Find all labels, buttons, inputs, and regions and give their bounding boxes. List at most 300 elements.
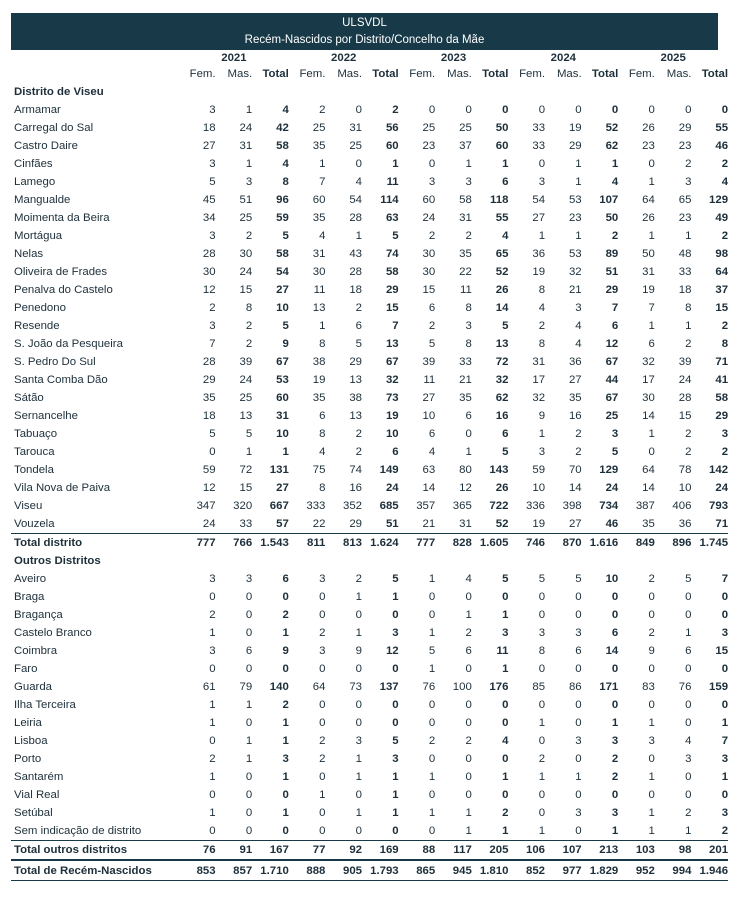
- value-cell: 143: [489, 464, 509, 476]
- value-cell: 12: [202, 284, 216, 296]
- value-cell: 1: [611, 825, 619, 837]
- value-cell: 1: [355, 230, 362, 242]
- value-cell: 0: [428, 789, 436, 801]
- value-cell: 1: [538, 825, 546, 837]
- value-cell: 1: [648, 717, 655, 729]
- value-cell: 1: [648, 807, 655, 819]
- value-cell: 30: [422, 266, 436, 278]
- value-cell: 58: [459, 194, 472, 206]
- table-row: [11, 696, 728, 714]
- value-cell: 1: [209, 771, 216, 783]
- value-cell: 5: [685, 573, 692, 585]
- section-total-row: [11, 534, 728, 553]
- value-cell: 0: [502, 104, 509, 116]
- value-cell: 3: [721, 627, 729, 639]
- value-cell: 4: [575, 320, 582, 332]
- value-cell: 3: [319, 573, 326, 585]
- value-cell: 0: [502, 717, 509, 729]
- value-cell: 0: [465, 717, 472, 729]
- value-cell: 0: [245, 789, 253, 801]
- value-cell: 2: [428, 320, 436, 332]
- value-cell: 28: [678, 392, 692, 404]
- value-cell: 2: [721, 320, 729, 332]
- value-cell: 0: [648, 446, 655, 458]
- value-cell: 9: [648, 645, 655, 657]
- value-cell: 9: [282, 645, 289, 657]
- value-cell: 50: [605, 212, 619, 224]
- value-cell: 36: [568, 356, 582, 368]
- column-header: Total: [372, 68, 399, 80]
- value-cell: 96: [276, 194, 289, 206]
- value-cell: 24: [239, 266, 253, 278]
- value-cell: 21: [422, 518, 436, 530]
- table-row-label: Cinfães: [14, 158, 53, 170]
- value-cell: 1: [575, 230, 582, 242]
- value-cell: 3: [648, 735, 655, 747]
- value-cell: 0: [685, 789, 692, 801]
- value-cell: 19: [568, 122, 582, 134]
- value-cell: 35: [312, 392, 326, 404]
- value-cell: 60: [385, 140, 399, 152]
- value-cell: 28: [202, 248, 216, 260]
- value-cell: 4: [575, 338, 582, 350]
- value-cell: 13: [312, 302, 326, 314]
- value-cell: 406: [672, 500, 692, 512]
- value-cell: 3: [465, 320, 472, 332]
- value-cell: 24: [715, 482, 729, 494]
- value-cell: 71: [715, 356, 729, 368]
- value-cell: 169: [362, 841, 399, 861]
- column-header: Total: [262, 68, 289, 80]
- value-cell: 777: [399, 534, 436, 553]
- value-cell: 1: [355, 807, 362, 819]
- value-cell: 29: [349, 518, 362, 530]
- value-cell: 58: [715, 392, 729, 404]
- value-cell: 11: [496, 645, 509, 657]
- value-cell: 59: [202, 464, 216, 476]
- value-cell: 38: [312, 356, 326, 368]
- table-row-label: Tabuaço: [14, 428, 58, 440]
- value-cell: 4: [502, 735, 509, 747]
- value-cell: 26: [642, 212, 655, 224]
- value-cell: 213: [582, 841, 619, 861]
- value-cell: 2: [538, 753, 546, 765]
- value-cell: 15: [422, 284, 436, 296]
- value-cell: 352: [342, 500, 362, 512]
- table-row: [11, 768, 728, 786]
- value-cell: 140: [269, 681, 289, 693]
- value-cell: 2: [502, 807, 509, 819]
- value-cell: 107: [599, 194, 619, 206]
- value-cell: 2: [355, 302, 362, 314]
- section-total-row-label: Total distrito: [11, 534, 179, 553]
- value-cell: 0: [685, 609, 692, 621]
- value-cell: 103: [618, 841, 655, 861]
- value-cell: 0: [611, 609, 619, 621]
- value-cell: 2: [611, 771, 619, 783]
- value-cell: 10: [678, 482, 692, 494]
- value-cell: 1.745: [691, 534, 728, 553]
- value-cell: 4: [319, 230, 326, 242]
- value-cell: 159: [709, 681, 729, 693]
- value-cell: 0: [502, 789, 509, 801]
- table-row-label: Guarda: [14, 681, 52, 693]
- column-header: Total: [482, 68, 509, 80]
- value-cell: 1: [282, 735, 289, 747]
- value-cell: 0: [538, 663, 546, 675]
- value-cell: 9: [355, 645, 362, 657]
- value-cell: 74: [385, 248, 399, 260]
- value-cell: 6: [611, 627, 619, 639]
- value-cell: 62: [495, 392, 509, 404]
- grand-total-row-label: Total de Recém-Nascidos: [11, 860, 179, 881]
- value-cell: 9: [282, 338, 289, 350]
- value-cell: 0: [502, 753, 509, 765]
- births-table: [11, 50, 728, 881]
- value-cell: 21: [459, 374, 472, 386]
- value-cell: 117: [435, 841, 472, 861]
- table-row: [11, 245, 728, 263]
- table-row: [11, 281, 728, 299]
- value-cell: 10: [276, 302, 289, 314]
- value-cell: 13: [349, 374, 362, 386]
- value-cell: 357: [416, 500, 436, 512]
- value-cell: 13: [495, 338, 509, 350]
- value-cell: 8: [319, 482, 326, 494]
- value-cell: 2: [465, 230, 472, 242]
- value-cell: 1: [538, 230, 546, 242]
- value-cell: 12: [459, 482, 472, 494]
- value-cell: 12: [202, 482, 216, 494]
- value-cell: 1: [245, 735, 253, 747]
- value-cell: 9: [538, 410, 546, 422]
- value-cell: 14: [422, 482, 436, 494]
- value-cell: 5: [538, 573, 546, 585]
- table-row-label: Braga: [14, 591, 45, 603]
- value-cell: 35: [312, 212, 326, 224]
- value-cell: 2: [319, 104, 326, 116]
- table-row-label: Santarém: [14, 771, 64, 783]
- value-cell: 1: [428, 663, 436, 675]
- year-header: 2022: [331, 52, 357, 64]
- value-cell: 685: [379, 500, 399, 512]
- value-cell: 14: [568, 482, 582, 494]
- table-row-label: Tondela: [14, 464, 54, 476]
- value-cell: 2: [721, 158, 729, 170]
- value-cell: 11: [423, 374, 436, 386]
- value-cell: 5: [428, 645, 436, 657]
- table-row: [11, 155, 728, 173]
- value-cell: 26: [642, 122, 655, 134]
- value-cell: 1: [245, 158, 253, 170]
- column-header: Mas.: [666, 68, 692, 80]
- value-cell: 29: [202, 374, 216, 386]
- value-cell: 8: [465, 338, 472, 350]
- value-cell: 6: [575, 645, 582, 657]
- value-cell: 1: [392, 591, 399, 603]
- value-cell: 61: [202, 681, 216, 693]
- value-cell: 1.624: [362, 534, 399, 553]
- value-cell: 59: [276, 212, 289, 224]
- value-cell: 1: [685, 825, 692, 837]
- value-cell: 0: [648, 104, 655, 116]
- value-cell: 3: [355, 735, 362, 747]
- column-header: Fem.: [409, 68, 436, 80]
- value-cell: 0: [282, 789, 289, 801]
- value-cell: 0: [575, 825, 582, 837]
- value-cell: 722: [489, 500, 509, 512]
- value-cell: 0: [428, 717, 436, 729]
- value-cell: 2: [685, 338, 692, 350]
- table-row: [11, 588, 728, 606]
- value-cell: 2: [575, 428, 582, 440]
- value-cell: 0: [648, 609, 655, 621]
- value-cell: 37: [459, 140, 472, 152]
- value-cell: 176: [489, 681, 509, 693]
- table-row-label: Bragança: [14, 609, 63, 621]
- value-cell: 88: [399, 841, 436, 861]
- value-cell: 78: [678, 464, 692, 476]
- value-cell: 67: [605, 356, 619, 368]
- value-cell: 0: [355, 104, 362, 116]
- table-row-label: Santa Comba Dão: [14, 374, 108, 386]
- value-cell: 76: [422, 681, 436, 693]
- value-cell: 1: [575, 176, 582, 188]
- value-cell: 18: [678, 284, 692, 296]
- value-cell: 0: [685, 663, 692, 675]
- table-row: [11, 191, 728, 209]
- value-cell: 67: [605, 392, 619, 404]
- value-cell: 2: [209, 302, 216, 314]
- value-cell: 36: [678, 518, 692, 530]
- value-cell: 1: [209, 627, 216, 639]
- value-cell: 14: [642, 482, 655, 494]
- table-row: [11, 407, 728, 425]
- value-cell: 35: [459, 392, 472, 404]
- value-cell: 33: [459, 356, 472, 368]
- value-cell: 0: [209, 663, 216, 675]
- value-cell: 65: [678, 194, 692, 206]
- value-cell: 16: [349, 482, 362, 494]
- value-cell: 39: [422, 356, 436, 368]
- value-cell: 6: [392, 446, 399, 458]
- value-cell: 0: [428, 609, 436, 621]
- value-cell: 4: [611, 176, 619, 188]
- table-row: [11, 804, 728, 822]
- value-cell: 15: [239, 284, 253, 296]
- table-row: [11, 353, 728, 371]
- value-cell: 22: [312, 518, 326, 530]
- value-cell: 3: [685, 176, 692, 188]
- value-cell: 1: [502, 825, 509, 837]
- value-cell: 76: [179, 841, 216, 861]
- value-cell: 5: [282, 320, 289, 332]
- value-cell: 1: [648, 428, 655, 440]
- value-cell: 3: [245, 573, 253, 585]
- value-cell: 3: [538, 627, 546, 639]
- value-cell: 0: [611, 699, 619, 711]
- table-row-label: Castro Daire: [14, 140, 78, 152]
- table-row-label: Lamego: [14, 176, 56, 188]
- value-cell: 1: [465, 446, 472, 458]
- table-row: [11, 606, 728, 624]
- value-cell: 5: [575, 573, 582, 585]
- table-row: [11, 732, 728, 750]
- value-cell: 0: [611, 591, 619, 603]
- value-cell: 4: [721, 176, 729, 188]
- value-cell: 60: [422, 194, 436, 206]
- value-cell: 29: [605, 284, 619, 296]
- value-cell: 1: [465, 807, 472, 819]
- value-cell: 0: [209, 735, 216, 747]
- value-cell: 15: [239, 482, 253, 494]
- value-cell: 5: [282, 230, 289, 242]
- value-cell: 30: [312, 266, 326, 278]
- value-cell: 79: [239, 681, 253, 693]
- value-cell: 3: [611, 735, 619, 747]
- value-cell: 0: [465, 104, 472, 116]
- value-cell: 365: [452, 500, 472, 512]
- value-cell: 0: [319, 591, 326, 603]
- value-cell: 2: [428, 230, 436, 242]
- value-cell: 6: [319, 410, 326, 422]
- value-cell: 48: [678, 248, 692, 260]
- section-heading: [11, 552, 728, 570]
- value-cell: 13: [385, 338, 399, 350]
- value-cell: 1: [392, 807, 399, 819]
- value-cell: 58: [276, 140, 289, 152]
- value-cell: 0: [502, 699, 509, 711]
- value-cell: 3: [209, 230, 216, 242]
- value-cell: 2: [685, 807, 692, 819]
- value-cell: 1: [575, 771, 582, 783]
- value-cell: 0: [611, 663, 619, 675]
- table-row: [11, 624, 728, 642]
- value-cell: 50: [642, 248, 655, 260]
- value-cell: 29: [385, 284, 399, 296]
- value-cell: 0: [392, 717, 399, 729]
- value-cell: 8: [319, 428, 326, 440]
- section-heading-label: Outros Distritos: [14, 555, 101, 567]
- value-cell: 19: [532, 518, 546, 530]
- value-cell: 0: [538, 789, 546, 801]
- value-cell: 10: [605, 573, 619, 585]
- value-cell: 33: [239, 518, 253, 530]
- value-cell: 49: [715, 212, 729, 224]
- value-cell: 74: [349, 464, 362, 476]
- value-cell: 0: [282, 663, 289, 675]
- column-header: Mas.: [227, 68, 253, 80]
- value-cell: 1.605: [472, 534, 509, 553]
- value-cell: 2: [428, 735, 436, 747]
- value-cell: 24: [385, 482, 399, 494]
- value-cell: 10: [276, 428, 289, 440]
- value-cell: 1: [502, 771, 509, 783]
- section-total-row-label: Total outros distritos: [11, 841, 179, 861]
- value-cell: 51: [239, 194, 253, 206]
- value-cell: 1: [685, 627, 692, 639]
- value-cell: 11: [313, 284, 326, 296]
- table-row-label: Vila Nova de Paiva: [14, 482, 111, 494]
- value-cell: 888: [289, 860, 326, 881]
- value-cell: 25: [422, 122, 436, 134]
- value-cell: 2: [648, 627, 655, 639]
- value-cell: 3: [611, 428, 619, 440]
- value-cell: 1.793: [362, 860, 399, 881]
- value-cell: 6: [245, 645, 253, 657]
- value-cell: 14: [642, 410, 655, 422]
- value-cell: 29: [678, 122, 692, 134]
- value-cell: 31: [532, 356, 546, 368]
- value-cell: 8: [538, 338, 546, 350]
- table-row: [11, 515, 728, 534]
- value-cell: 0: [245, 609, 253, 621]
- value-cell: 2: [611, 753, 619, 765]
- value-cell: 2: [319, 735, 326, 747]
- value-cell: 0: [392, 825, 399, 837]
- value-cell: 35: [568, 392, 582, 404]
- value-cell: 0: [319, 771, 326, 783]
- value-cell: 1: [685, 230, 692, 242]
- table-row-label: Oliveira de Frades: [14, 266, 108, 278]
- value-cell: 3: [428, 176, 436, 188]
- value-cell: 3: [502, 627, 509, 639]
- value-cell: 1.946: [691, 860, 728, 881]
- table-row-label: Coimbra: [14, 645, 58, 657]
- year-header-row: [11, 50, 728, 66]
- value-cell: 39: [678, 356, 692, 368]
- value-cell: 3: [209, 320, 216, 332]
- value-cell: 852: [508, 860, 545, 881]
- value-cell: 38: [349, 392, 362, 404]
- value-cell: 6: [502, 428, 509, 440]
- value-cell: 129: [599, 464, 619, 476]
- value-cell: 31: [459, 518, 472, 530]
- value-cell: 1: [648, 771, 655, 783]
- value-cell: 0: [465, 789, 472, 801]
- value-cell: 0: [245, 591, 253, 603]
- value-cell: 0: [465, 699, 472, 711]
- value-cell: 16: [568, 410, 582, 422]
- value-cell: 1: [355, 771, 362, 783]
- value-cell: 55: [715, 122, 729, 134]
- value-cell: 1: [465, 825, 472, 837]
- value-cell: 25: [605, 410, 619, 422]
- value-cell: 896: [655, 534, 692, 553]
- value-cell: 23: [678, 140, 692, 152]
- table-row: [11, 479, 728, 497]
- value-cell: 54: [349, 194, 362, 206]
- value-cell: 1: [245, 753, 253, 765]
- value-cell: 4: [502, 230, 509, 242]
- value-cell: 7: [721, 735, 729, 747]
- value-cell: 0: [721, 699, 729, 711]
- value-cell: 65: [495, 248, 509, 260]
- value-cell: 129: [709, 194, 729, 206]
- table-row: [11, 570, 728, 588]
- value-cell: 58: [385, 266, 399, 278]
- value-cell: 92: [325, 841, 362, 861]
- value-cell: 11: [386, 176, 399, 188]
- value-cell: 1: [465, 158, 472, 170]
- value-cell: 8: [538, 284, 546, 296]
- value-cell: 0: [538, 591, 546, 603]
- value-cell: 3: [282, 753, 289, 765]
- value-cell: 25: [459, 122, 472, 134]
- value-cell: 945: [435, 860, 472, 881]
- value-cell: 171: [599, 681, 619, 693]
- table-row-label: Mortágua: [14, 230, 63, 242]
